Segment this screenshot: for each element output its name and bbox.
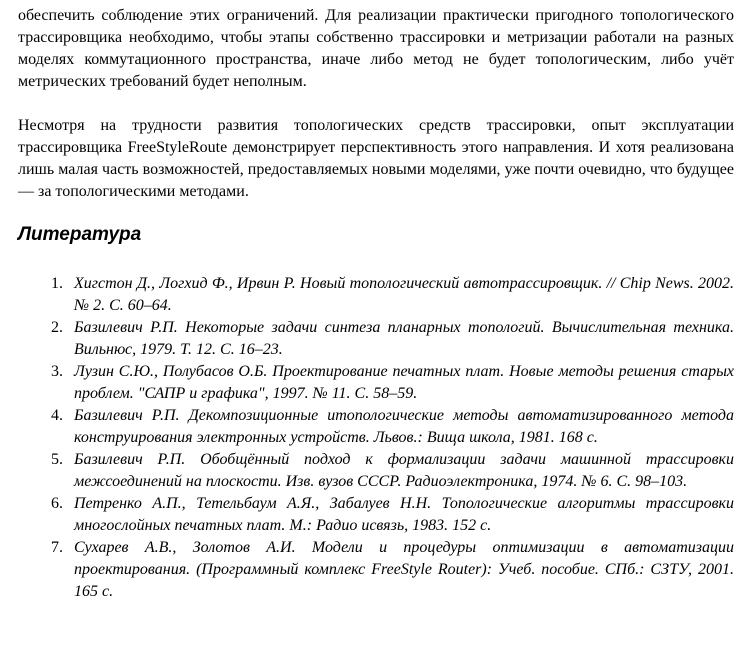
references-list xyxy=(18,273,734,603)
reference-text: Лузин С.Ю., Полубасов О.Б. Проектирование печатных плат. Новые методы решения старых проблем. "САПР и графика", 1997. № 11. С. 58–59. xyxy=(74,363,734,402)
reference-item xyxy=(18,537,734,603)
reference-item xyxy=(18,405,734,449)
document-page xyxy=(18,0,734,603)
reference-text: Базилевич Р.П. Обобщённый подход к формализации задачи машинной трассировки межсоединений на плоскости. Изв. вузов СССР. Радиоэлектроника, 1974. № 6. С. 98–103. xyxy=(74,451,734,490)
reference-number: 2. xyxy=(51,319,63,336)
reference-text: Базилевич Р.П. Некоторые задачи синтеза планарных топологий. Вычислительная техника. Вильнюс, 1979. Т. 12. С. 16–23. xyxy=(74,319,734,358)
body-paragraph: обеспечить соблюдение этих ограничений. Для реализации практически пригодного топологического трассировщика необходимо, чтобы этапы собственно трассировки и метризации работали на разных моделях коммутационного пространства, иначе либо метод не будет топологическим, либо учёт метрических требований будет неполным. xyxy=(18,7,734,90)
body-paragraph: Несмотря на трудности развития топологических средств трассировки, опыт эксплуатации трассировщика FreeStyleRoute демонстрирует перспективность этого направления. И хотя реализована лишь малая часть возможностей, предоставляемых новыми моделями, уже почти очевидно, что будущее — за топологическими методами. xyxy=(18,117,734,200)
reference-number: 7. xyxy=(51,539,63,556)
references-heading: Литература xyxy=(18,224,142,245)
reference-item xyxy=(18,449,734,493)
reference-text: Сухарев А.В., Золотов А.И. Модели и процедуры оптимизации в автоматизации проектирования. (Программный комплекс FreeStyle Router): Учеб. пособие. СПб.: СЗТУ, 2001. 165 с. xyxy=(74,539,734,600)
reference-text: Базилевич Р.П. Декомпозиционные итопологические методы автоматизированного метода конструирования электронных устройств. Львов.: Вища школа, 1981. 168 с. xyxy=(74,407,734,446)
reference-number: 6. xyxy=(51,495,63,512)
reference-number: 1. xyxy=(51,275,63,292)
reference-number: 3. xyxy=(51,363,63,380)
reference-item xyxy=(18,361,734,405)
reference-text: Хигстон Д., Логхид Ф., Ирвин Р. Новый топологический автотрассировщик. // Chip News. 2002. № 2. С. 60–64. xyxy=(74,275,734,314)
reference-item xyxy=(18,273,734,317)
reference-number: 5. xyxy=(51,451,63,468)
reference-number: 4. xyxy=(51,407,63,424)
reference-text: Петренко А.П., Тетельбаум А.Я., Забалуев Н.Н. Топологические алгоритмы трассировки многослойных печатных плат. М.: Радио исвязь, 1983. 152 с. xyxy=(74,495,734,534)
reference-item xyxy=(18,317,734,361)
reference-item xyxy=(18,493,734,537)
